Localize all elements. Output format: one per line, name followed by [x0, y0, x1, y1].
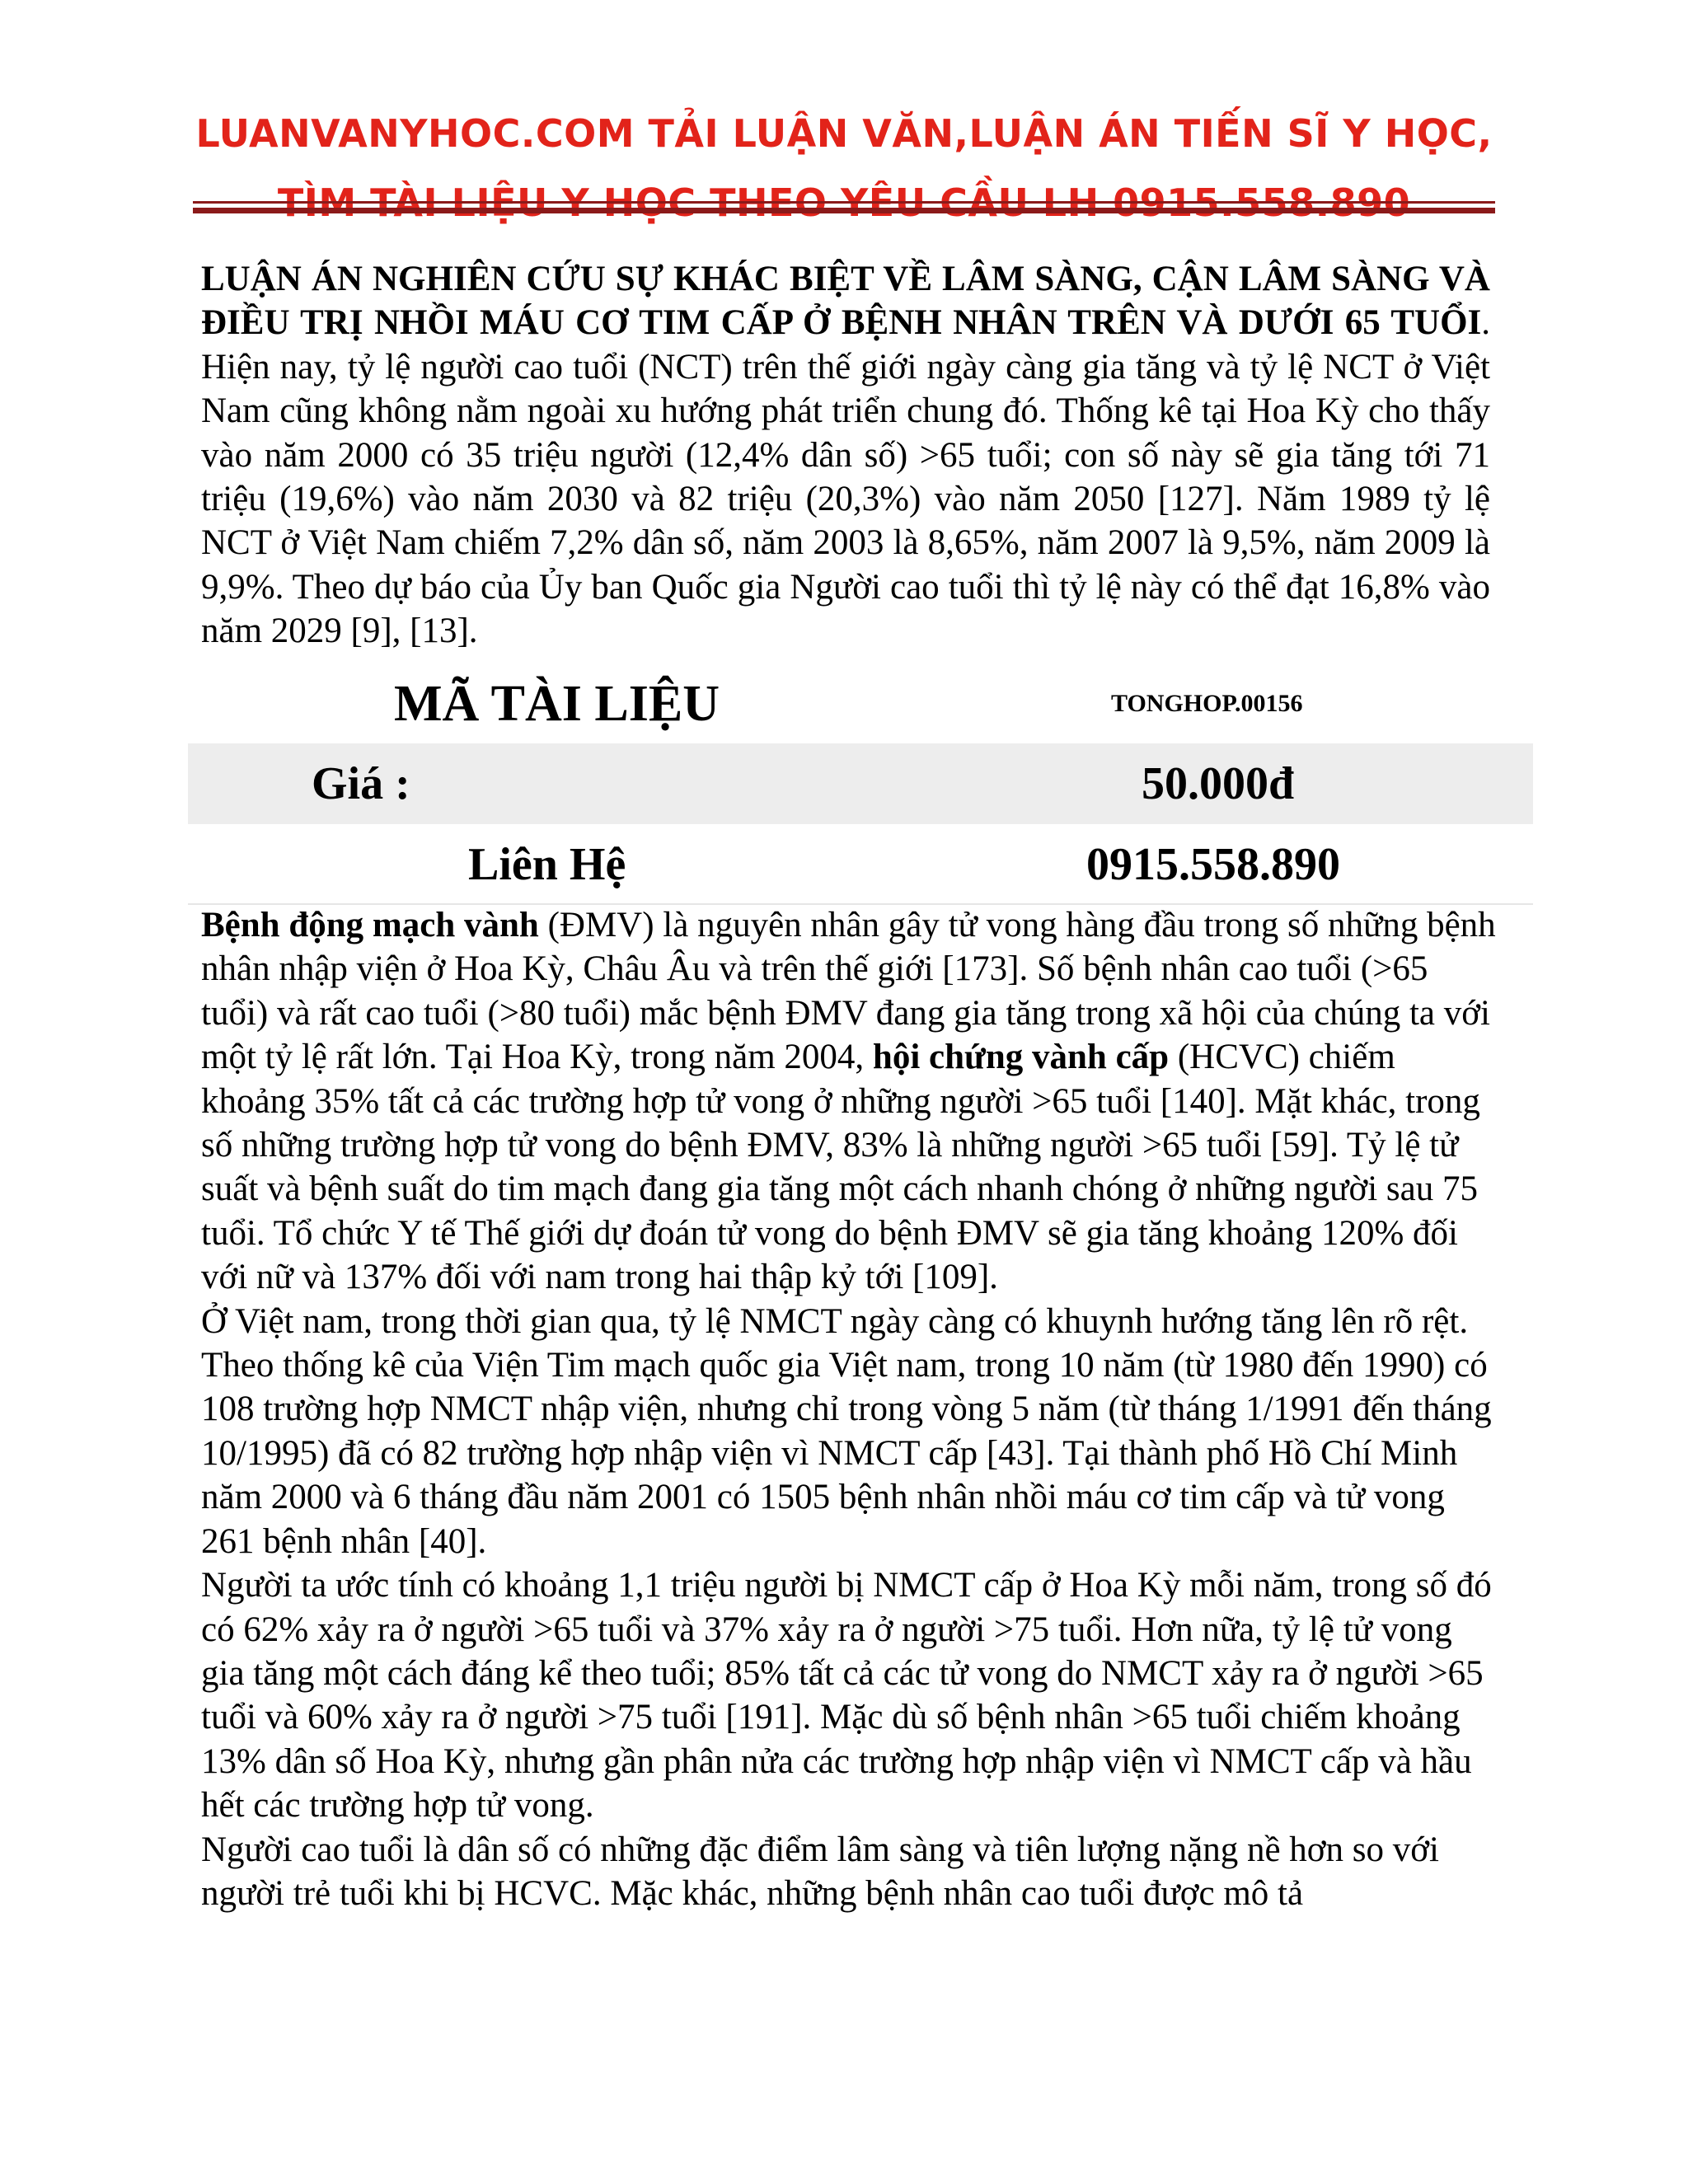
contact-phone: 0915.558.890 — [1086, 839, 1340, 890]
contact-label: Liên Hệ — [468, 839, 626, 890]
body-paragraph-2: Ở Việt nam, trong thời gian qua, tỷ lệ NMCT ngày càng có khuynh hướng tăng lên rõ rệt. Theo thống kê của Viện Tim mạch quốc gia Việt nam, trong 10 năm (từ 1980 đến 1990) có 108 trường hợp NMCT nhập viện, nhưng chỉ trong vòng 5 năm (từ tháng 1/1991 đến tháng 10/1995) đã có 82 trường hợp nhập viện vì NMCT cấp [43]. Tại thành phố Hồ Chí Minh năm 2000 và 6 tháng đầu năm 2001 có 1505 bệnh nhân nhồi máu cơ tim cấp và tử vong 261 bệnh nhân [40]. — [201, 1301, 1492, 1561]
body-paragraph-4: Người cao tuổi là dân số có những đặc điểm lâm sàng và tiên lượng nặng nề hơn so với người trẻ tuổi khi bị HCVC. Mặc khác, những bệnh nhân cao tuổi được mô tả — [201, 1830, 1439, 1913]
term-coronary-artery-disease: Bệnh động mạch vành — [201, 906, 539, 944]
document-title: LUẬN ÁN NGHIÊN CỨU SỰ KHÁC BIỆT VỀ LÂM SÀNG, CẬN LÂM SÀNG VÀ ĐIỀU TRỊ NHỒI MÁU CƠ TIM CẤP Ở BỆNH NHÂN TRÊN VÀ DƯỚI 65 TUỔI — [201, 260, 1490, 343]
price-value: 50.000đ — [1142, 758, 1295, 809]
body-paragraph-1-part-2: (HCVC) chiếm khoảng 35% tất cả các trường hợp tử vong ở những người >65 tuổi [140]. Mặt khác, trong số những trường hợp tử vong do bệnh ĐMV, 83% là những người >65 tuổi [59]. Tỷ lệ tử suất và bệnh suất do tim mạch đang gia tăng một cách nhanh chóng ở những người sau 75 tuổi. Tổ chức Y tế Thế giới dự đoán tử vong do bệnh ĐMV sẽ gia tăng khoảng 120% đối với nữ và 137% đối với nam trong hai thập kỷ tới [109]. — [201, 1038, 1480, 1297]
document-code-value: TONGHOP.00156 — [1111, 690, 1303, 717]
header-divider-thick — [193, 208, 1495, 213]
header-line-1: LUANVANYHOC.COM TẢI LUẬN VĂN,LUẬN ÁN TIẾN SĨ Y HỌC, — [195, 111, 1493, 156]
intro-text: . Hiện nay, tỷ lệ người cao tuổi (NCT) trên thế giới ngày càng gia tăng và tỷ lệ NCT ở Việt Nam cũng không nằm ngoài xu hướng phát triển chung đó. Thống kê tại Hoa Kỳ cho thấy vào năm 2000 có 35 triệu người (12,4% dân số) >65 tuổi; con số này sẽ gia tăng tới 71 triệu (19,6%) vào năm 2030 và 82 triệu (20,3%) vào năm 2050 [127]. Năm 1989 tỷ lệ NCT ở Việt Nam chiếm 7,2% dân số, năm 2003 là 8,65%, năm 2007 là 9,5%, năm 2009 là 9,9%. Theo dự báo của Ủy ban Quốc gia Người cao tuổi thì tỷ lệ này có thể đạt 16,8% vào năm 2029 [9], [13]. — [201, 303, 1490, 651]
intro-paragraph — [201, 257, 1490, 654]
document-code-row — [188, 669, 1533, 743]
term-acute-coronary-syndrome: hội chứng vành cấp — [872, 1038, 1170, 1077]
body-paragraph-1 — [201, 903, 1503, 1300]
document-code-label: MÃ TÀI LIỆU — [394, 676, 720, 732]
price-label: Giá : — [312, 758, 410, 809]
site-header — [193, 99, 1495, 237]
body-paragraph-1-part-1: (ĐMV) là nguyên nhân gây tử vong hàng đầu trong số những bệnh nhân nhập viện ở Hoa Kỳ, Châu Âu và trên thế giới [173]. Số bệnh nhân cao tuổi (>65 tuổi) và rất cao tuổi (>80 tuổi) mắc bệnh ĐMV đang gia tăng trong xã hội của chúng ta với một tỷ lệ rất lớn. Tại Hoa Kỳ, trong năm 2004, — [201, 906, 1496, 1077]
body-paragraph-3: Người ta ước tính có khoảng 1,1 triệu người bị NMCT cấp ở Hoa Kỳ mỗi năm, trong số đó có 62% xảy ra ở người >65 tuổi và 37% xảy ra ở người >75 tuổi. Hơn nữa, tỷ lệ tử vong gia tăng một cách đáng kể theo tuổi; 85% tất cả các tử vong do NMCT xảy ra ở người >65 tuổi và 60% xảy ra ở người >75 tuổi [191]. Mặc dù số bệnh nhân >65 tuổi chiếm khoảng 13% dân số Hoa Kỳ, nhưng gần phân nửa các trường hợp nhập viện vì NMCT cấp và hầu hết các trường hợp tử vong. — [201, 1566, 1492, 1825]
body-text — [201, 903, 1503, 1915]
header-divider-thin — [193, 201, 1495, 204]
